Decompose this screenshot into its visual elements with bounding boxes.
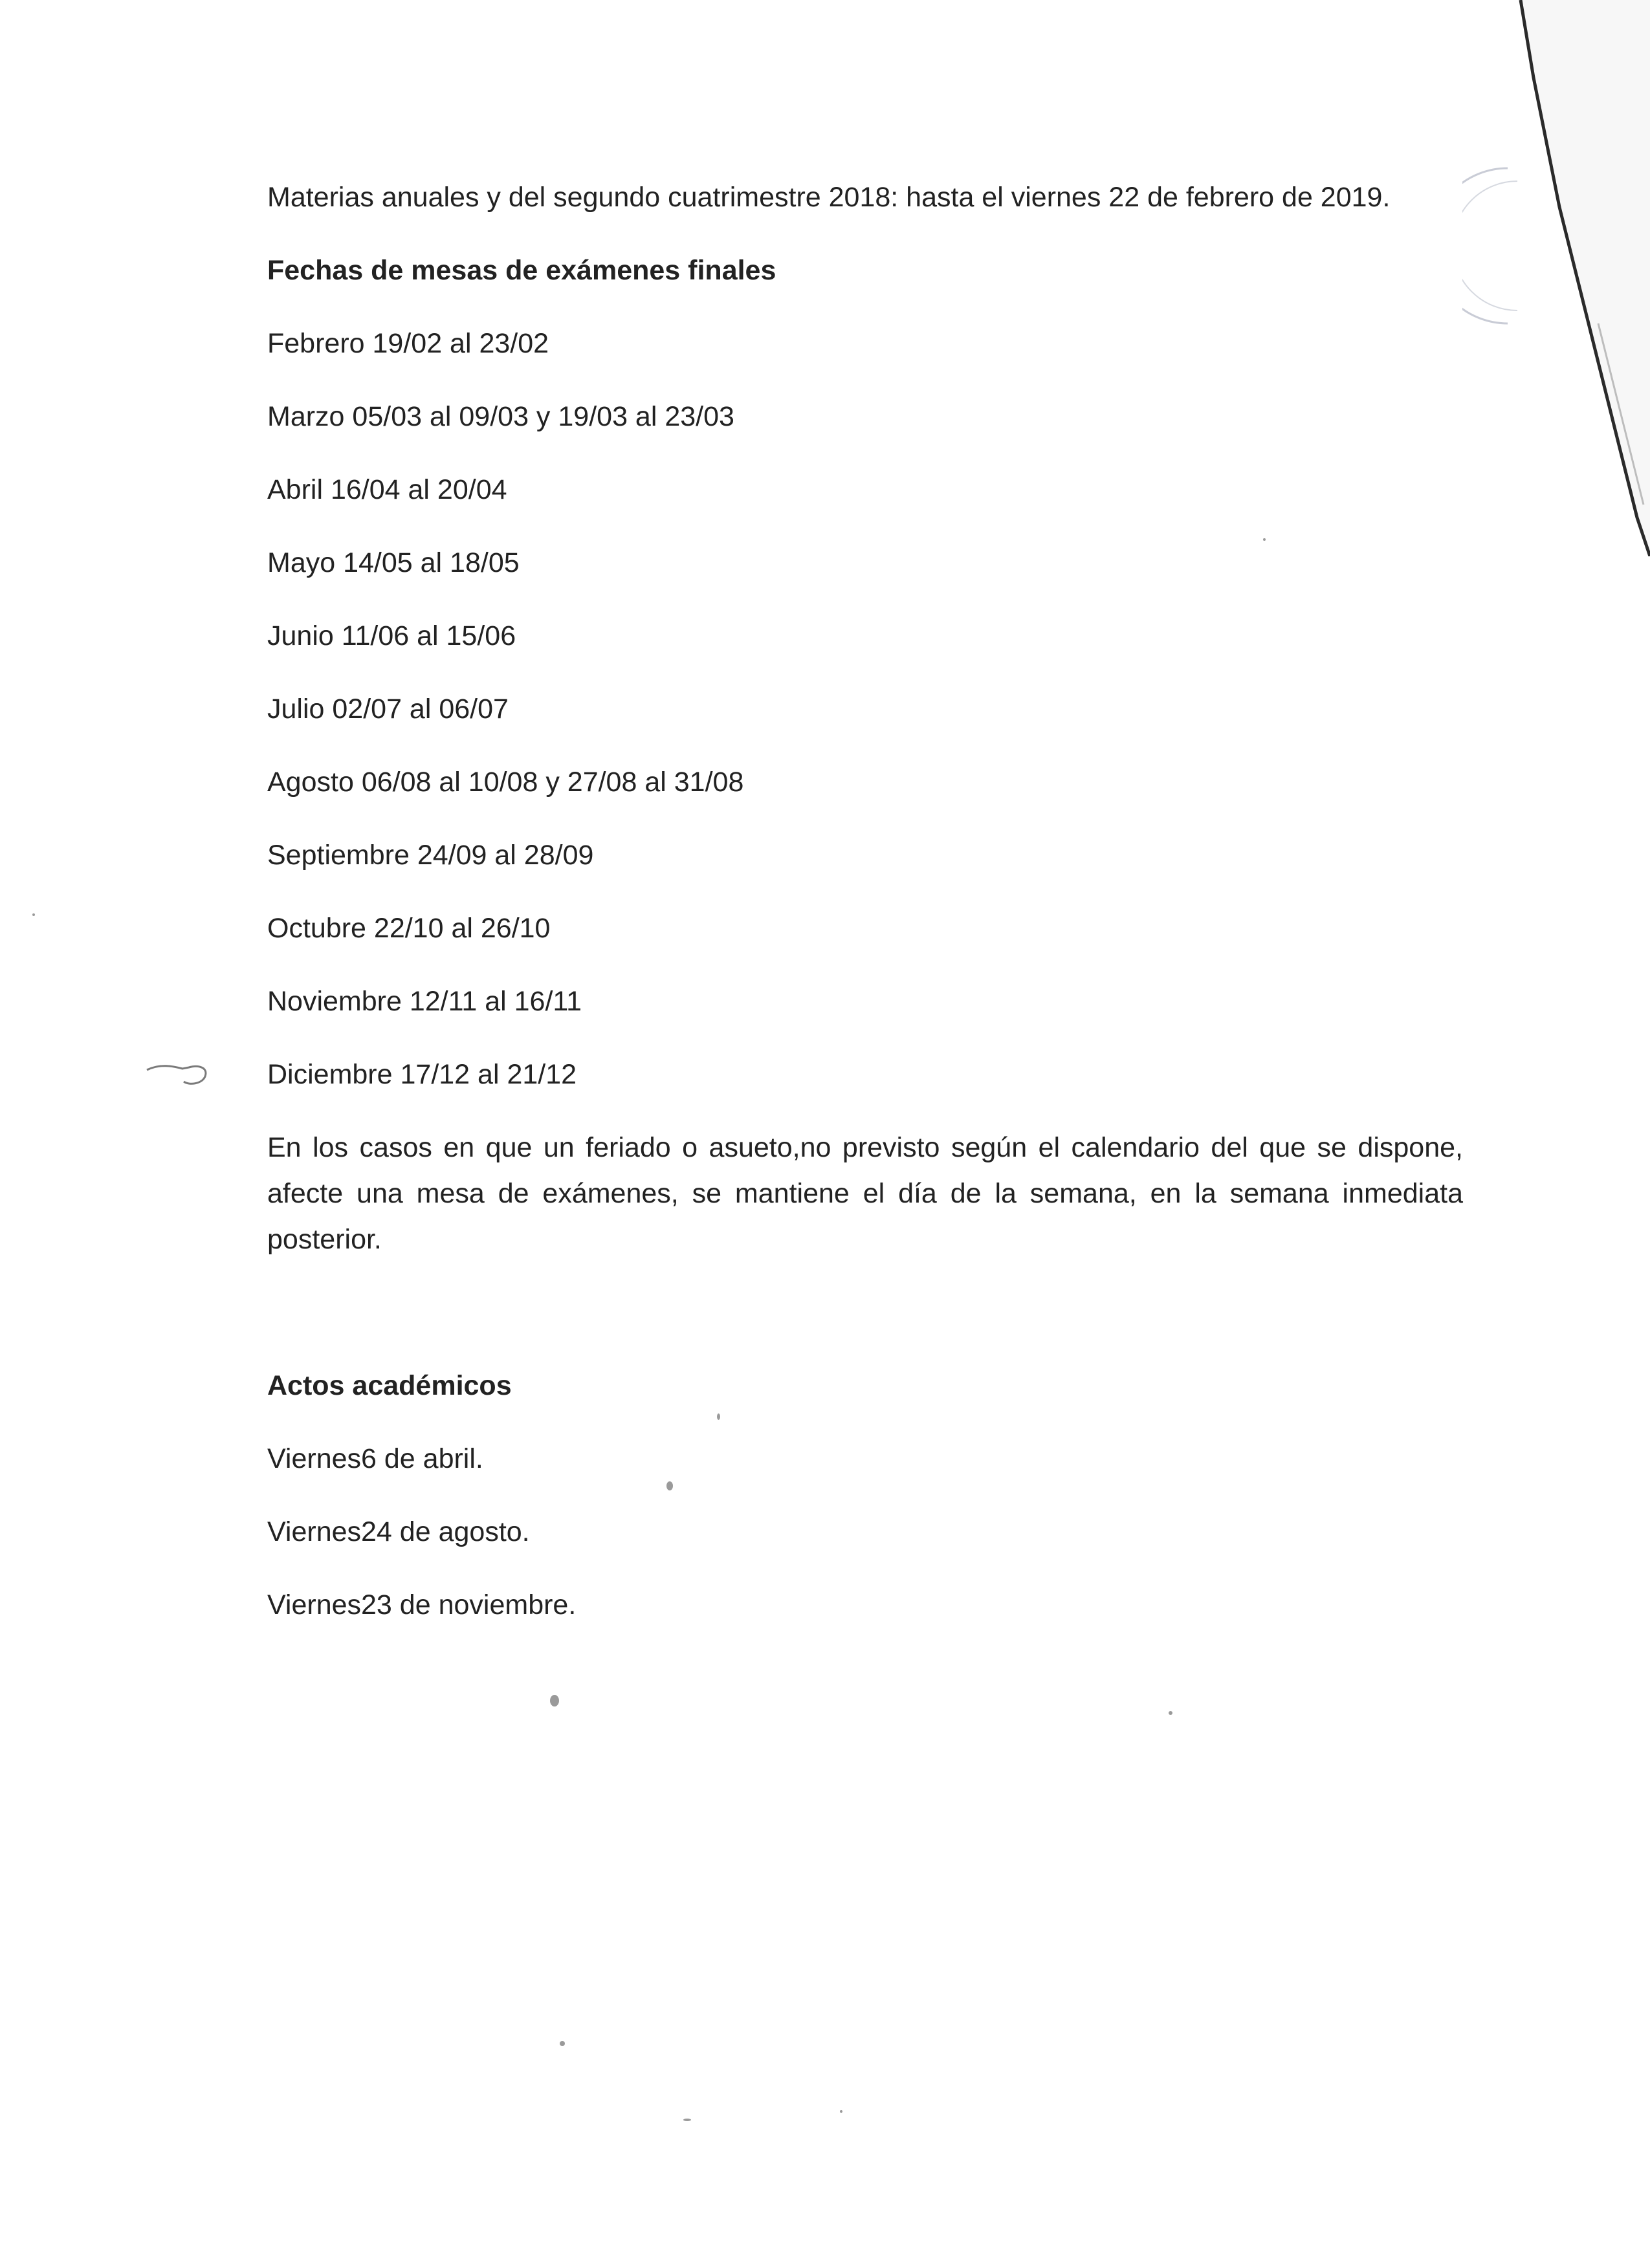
exams-heading: Fechas de mesas de exámenes finales — [267, 255, 776, 286]
academic-act-item: Viernes6 de abril. — [267, 1443, 483, 1474]
exam-date-item: Septiembre 24/09 al 28/09 — [267, 840, 594, 871]
exam-date-item: Julio 02/07 al 06/07 — [267, 693, 509, 725]
partial-stamp-artifact — [1462, 162, 1553, 330]
exam-date-item: Febrero 19/02 al 23/02 — [267, 328, 549, 359]
exam-date-item: Agosto 06/08 al 10/08 y 27/08 al 31/08 — [267, 767, 744, 798]
exam-dates-list — [267, 321, 1463, 1098]
exam-date-item: Octubre 22/10 al 26/10 — [267, 913, 551, 944]
document-body — [267, 175, 1463, 1628]
exam-date-item: Junio 11/06 al 15/06 — [267, 620, 516, 651]
exam-date-item: Marzo 05/03 al 09/03 y 19/03 al 23/03 — [267, 401, 734, 432]
dust-speck — [32, 913, 35, 916]
academic-act-item: Viernes24 de agosto. — [267, 1516, 530, 1547]
pen-mark-artifact — [144, 1058, 215, 1091]
exam-date-item: Mayo 14/05 al 18/05 — [267, 547, 520, 578]
intro-paragraph: Materias anuales y del segundo cuatrimestre 2018: hasta el viernes 22 de febrero de 2019. — [267, 182, 1391, 213]
dust-speck — [840, 2110, 842, 2113]
exam-date-item: Abril 16/04 al 20/04 — [267, 474, 507, 505]
dust-speck — [1169, 1711, 1172, 1715]
dust-speck — [560, 2041, 565, 2046]
dust-speck — [683, 2119, 691, 2121]
academic-acts-list — [267, 1436, 1463, 1628]
holiday-note-paragraph: En los casos en que un feriado o asueto,no previsto según el calendario del que se dispone, afecte una mesa de exámenes, se mantiene el día de la semana, en la semana inmediata posterior. — [267, 1132, 1463, 1255]
exam-date-item: Noviembre 12/11 al 16/11 — [267, 986, 582, 1017]
dust-speck — [550, 1695, 559, 1706]
academic-act-item: Viernes23 de noviembre. — [267, 1589, 577, 1620]
exam-date-item: Diciembre 17/12 al 21/12 — [267, 1059, 577, 1090]
acts-heading: Actos académicos — [267, 1370, 512, 1401]
